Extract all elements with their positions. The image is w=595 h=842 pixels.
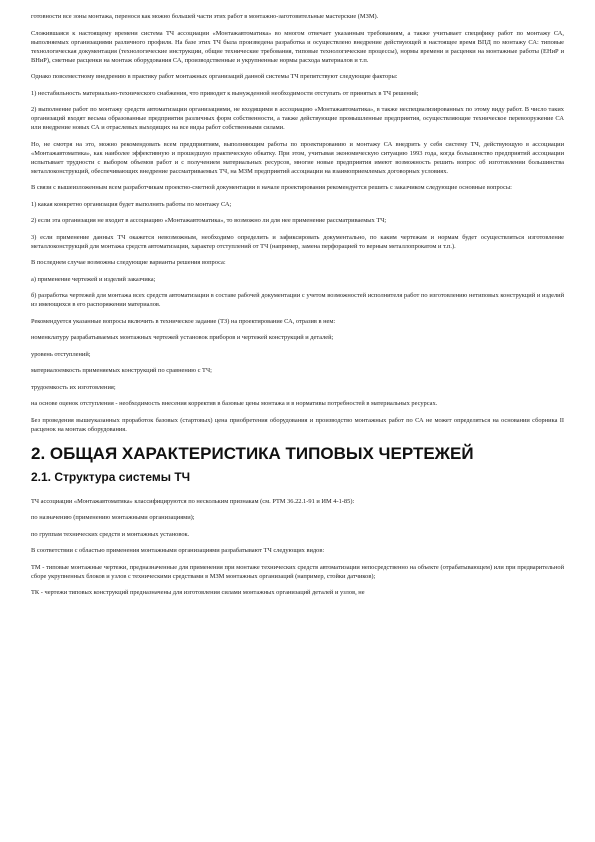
paragraph: на основе оценок отступления - необходимость внесения корректив в базовые цены монтажа и в нормативы потребностей в материальных ресурсах. — [31, 400, 438, 407]
paragraph: В последнем случае возможны следующие варианты решения вопроса: — [31, 259, 226, 266]
paragraph: 2) если эта организация не входит в ассоциацию «Монтажавтоматика», то возможно ли для нее применение рассматриваемых ТЧ; — [31, 217, 387, 224]
paragraph: Но, не смотря на это, можно рекомендовать всем предприятиям, выполняющим работы по проектированию и монтажу СА внедрить у себя систему ТЧ, действующую в ассоциации «Монтажавтоматика», как наиболее эффективную и прошедшую практическую обкатку. При этом, учитывая экономическую ситуацию 1993 года, когда большинство предприятий ассоциации испытывает трудности с выбором объемов работ и с получением материальных ресурсов, многие новые предприятия имеют возможность решить вопрос об изготовлении большинства металлоконструкций, обеспечивающих внедрение рассматриваемых ТЧ, на МЗМ предприятий ассоциации на взаимоприемлемых договорных условиях. — [31, 140, 564, 175]
paragraph: 3) если применение данных ТЧ окажется невозможным, необходимо определить и зафиксировать документально, по каким чертежам и нормам будет осуществляться изготовление металлоконструкций для монтажа средств автоматизации, характер отступлений от ТЧ (например, замена перфорацией то верным металлопрокатом и т.п.). — [31, 233, 564, 250]
paragraph: 1) какая конкретно организация будет выполнять работы по монтажу СА; — [31, 200, 232, 208]
paragraph: В связи с вышеизложенным всем разработчикам проектно-сметной документации в начале проектирования рекомендуется решить с заказчиком следующие основные вопросы: — [31, 184, 512, 191]
paragraph: материалоемкость применяемых конструкций по сравнению с ТЧ; — [31, 367, 212, 374]
paragraph: 1) нестабильность материально-технического снабжения, что приводит к вынужденной необходимости отступать от принятых в ТЧ решений; — [31, 89, 419, 97]
text-block-top — [31, 12, 564, 434]
paragraph: б) разработка чертежей для монтажа всех средств автоматизации в составе рабочей документации с учетом возможностей исполнителя работ по изготовлению нетиповых конструкций и изделий из имеющихся в его распоряжении материалов. — [31, 292, 564, 308]
paragraph: номенклатуру разрабатываемых монтажных чертежей установок приборов и чертежей конструкций и деталей; — [31, 334, 334, 341]
section-heading: 2. ОБЩАЯ ХАРАКТЕРИСТИКА ТИПОВЫХ ЧЕРТЕЖЕЙ — [31, 443, 474, 463]
paragraph: Без проведения вышеуказанных проработок базовых (стартовых) цена приобретения оборудования и производство монтажных работ по СА не может определяться на основании сборника II расценок на монтаж оборудования. — [31, 416, 564, 433]
subsection-heading: 2.1. Структура системы ТЧ — [31, 469, 191, 484]
paragraph: готовности все зоны монтажа, перенося как можно большей части этих работ в монтажно-заготовительные мастерские (МЗМ). — [31, 13, 379, 20]
paragraph: а) применение чертежей и изделий заказчика; — [31, 275, 156, 283]
paragraph: В соответствии с областью применения монтажными организациями разрабатывают ТЧ следующих видов: — [31, 547, 325, 554]
paragraph: трудоемкость их изготовления; — [31, 383, 116, 391]
paragraph: ТЧ ассоциации «Монтажавтоматика» классифицируются по нескольким признакам (см. РТМ 36.22.1-91 и ИМ 4-1-85): — [31, 497, 355, 505]
paragraph: ТК - чертежи типовых конструкций предназначены для изготовления силами монтажных организаций деталей и узлов, не — [31, 589, 365, 596]
text-block-bottom — [31, 497, 564, 598]
paragraph: 2) выполнение работ по монтажу средств автоматизации организациями, не входящими в ассоциацию «Монтажавтоматика», в также неспециализированных по этому виду работ. В число таких организаций входят весьма образованные предприятия различных форм собственности, а также действующие промышленные предприятия, осуществляющие техническое перевооружение СА или внедрение новых СА и отраслевых выходящих на все виды работ собственными силами. — [31, 106, 564, 131]
paragraph: Сложившаяся к настоящему времени система ТЧ ассоциации «Монтажавтоматика» во многом отвечает указанным требованиям, а также учитывает специфику работ по монтажу СА, выполняемых организациями различного профиля. На базе этих ТЧ была произведена разработка и осуществлено внедрение действующей в настоящее время ВПД по монтажу СА: типовые технологическая документация (технологические инструкции, общие технические требования, типовые технологические процессы), нормы времени и расценки на монтажные работы (ЕНиР и ВНиР), сметные расценки на монтаж оборудования СА, производственные и укрупненные нормы расхода материалов и т.п. — [31, 29, 564, 64]
paragraph: по группам технических средств и монтажных установок. — [31, 530, 190, 538]
paragraph: ТМ - типовые монтажные чертежи, предназначенные для применения при монтаже технических средств автоматизации непосредственно на объекте (отрабатывающем) или при предварительной сборе укрупненных блоков и узлов с техническими средствами в МЗМ монтажных организаций (например, стойки датчиков); — [31, 563, 564, 580]
paragraph: по назначению (применению монтажными организациями); — [31, 514, 195, 521]
paragraph: Однако повсеместному внедрению в практику работ монтажных организаций данной системы ТЧ препятствуют следующие факторы: — [31, 73, 398, 80]
paragraph: уровень отступлений; — [31, 350, 91, 358]
paragraph: Рекомендуется указанные вопросы включить в техническое задание (ТЗ) на проектирование СА, отразив в нем: — [31, 317, 336, 325]
